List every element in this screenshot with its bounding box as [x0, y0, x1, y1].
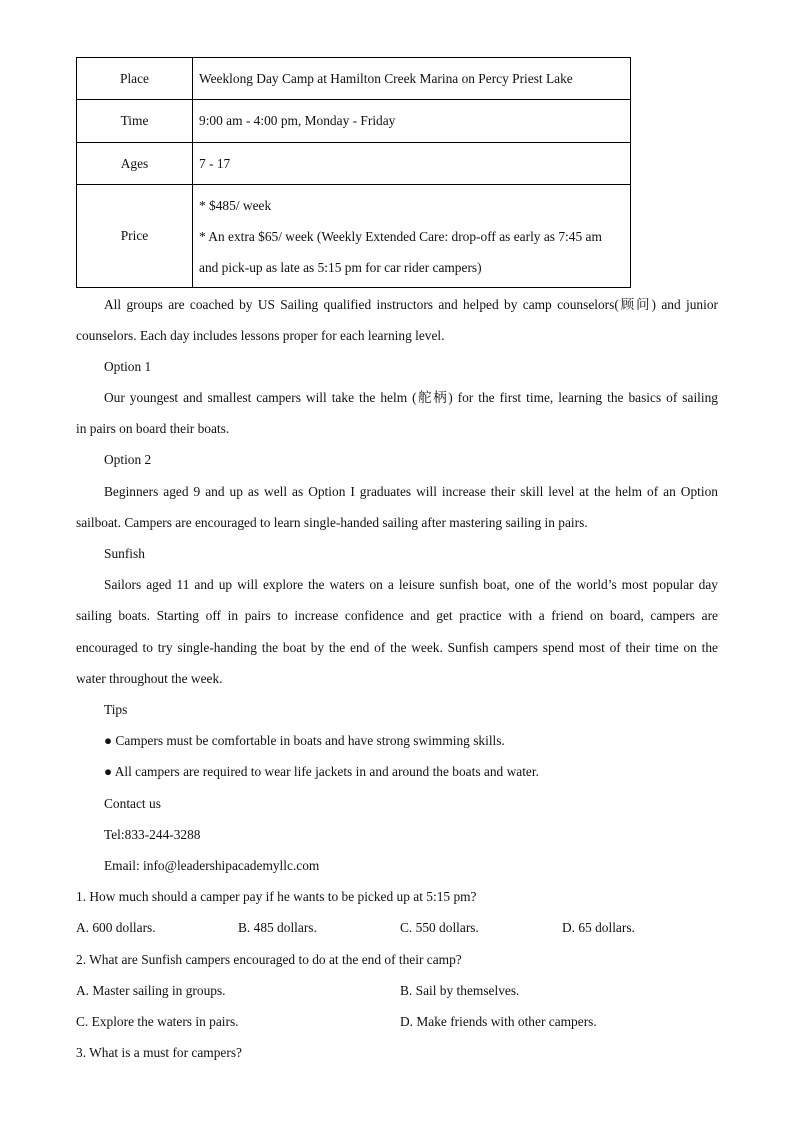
sunfish-line: water throughout the week. — [76, 671, 223, 686]
place-value: Weeklong Day Camp at Hamilton Creek Marina on Percy Priest Lake — [193, 58, 631, 100]
table-row-ages — [77, 143, 631, 185]
intro-line: All groups are coached by US Sailing qualified instructors and helped by camp counselors(顾问) and junior — [104, 297, 718, 312]
camp-info-table — [76, 57, 631, 288]
sunfish-heading: Sunfish — [104, 546, 145, 561]
ages-label: Ages — [77, 143, 193, 185]
q2-option-c: C. Explore the waters in pairs. — [76, 1014, 239, 1029]
price-label: Price — [77, 185, 193, 288]
time-label: Time — [77, 100, 193, 143]
sunfish-line: encouraged to try single-handing the boat by the end of the week. Sunfish campers spend most of their time on the — [76, 640, 718, 655]
price-line: and pick-up as late as 5:15 pm for car rider campers) — [199, 259, 482, 275]
option2-line: sailboat. Campers are encouraged to learn single-handed sailing after mastering sailing in pairs. — [76, 515, 588, 530]
time-value: 9:00 am - 4:00 pm, Monday - Friday — [193, 100, 631, 143]
tip-item: ● Campers must be comfortable in boats and have strong swimming skills. — [104, 733, 505, 748]
ages-value: 7 - 17 — [193, 143, 631, 185]
price-line: * $485/ week — [199, 197, 272, 213]
option2-line: Beginners aged 9 and up as well as Option I graduates will increase their skill level at the helm of an Option — [104, 484, 718, 499]
q1-option-c: C. 550 dollars. — [400, 920, 479, 935]
contact-tel: Tel:833-244-3288 — [104, 827, 201, 842]
tip-item: ● All campers are required to wear life jackets in and around the boats and water. — [104, 764, 539, 779]
option2-heading: Option 2 — [104, 452, 152, 467]
intro-line: counselors. Each day includes lessons proper for each learning level. — [76, 328, 445, 343]
question-3: 3. What is a must for campers? — [76, 1045, 242, 1060]
contact-heading: Contact us — [104, 796, 161, 811]
table-row-price — [77, 185, 631, 288]
option1-heading: Option 1 — [104, 359, 152, 374]
q2-option-d: D. Make friends with other campers. — [400, 1014, 597, 1029]
place-label: Place — [77, 58, 193, 100]
price-value — [193, 185, 631, 288]
q1-option-a: A. 600 dollars. — [76, 920, 156, 935]
question-2: 2. What are Sunfish campers encouraged to do at the end of their camp? — [76, 952, 462, 967]
q1-option-d: D. 65 dollars. — [562, 920, 635, 935]
sunfish-line: sailing boats. Starting off in pairs to increase confidence and get practice with a friend on board, campers are — [76, 608, 718, 623]
table-row-time — [77, 100, 631, 143]
tips-heading: Tips — [104, 702, 128, 717]
contact-email: Email: info@leadershipacademyllc.com — [104, 858, 320, 873]
option1-line: in pairs on board their boats. — [76, 421, 230, 436]
q1-option-b: B. 485 dollars. — [238, 920, 317, 935]
table-row-place — [77, 58, 631, 100]
option1-line: Our youngest and smallest campers will take the helm (舵柄) for the first time, learning the basics of sailing — [104, 390, 718, 405]
question-1: 1. How much should a camper pay if he wants to be picked up at 5:15 pm? — [76, 889, 477, 904]
price-line: * An extra $65/ week (Weekly Extended Care: drop-off as early as 7:45 am — [199, 228, 602, 244]
sunfish-line: Sailors aged 11 and up will explore the waters on a leisure sunfish boat, one of the world’s most popular day — [104, 577, 718, 592]
q2-option-b: B. Sail by themselves. — [400, 983, 520, 998]
q2-option-a: A. Master sailing in groups. — [76, 983, 226, 998]
